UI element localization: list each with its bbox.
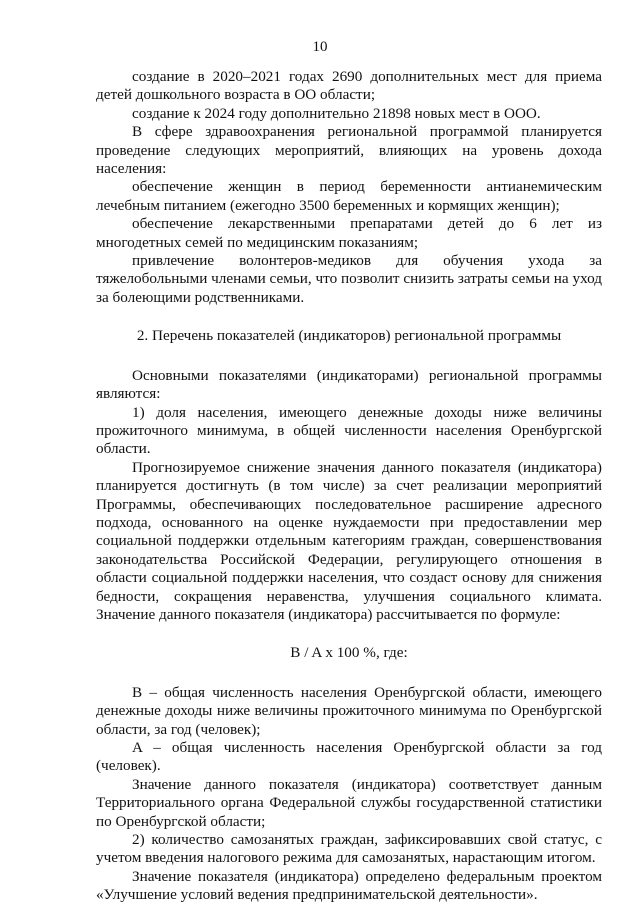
paragraph: 2) количество самозанятых граждан, зафиксировавших свой статус, с учетом введения налогового режима для самозанятых, нарастающим итогом. [96, 831, 602, 867]
paragraph: создание в 2020–2021 годах 2690 дополнительных мест для приема детей дошкольного возраста в ОО области; [96, 68, 602, 104]
document-body [96, 68, 602, 905]
paragraph: Основными показателями (индикаторами) региональной программы являются: [96, 366, 602, 403]
formula: B / A x 100 %, где: [290, 644, 408, 662]
page-number: 10 [312, 39, 328, 55]
paragraph: В сфере здравоохранения региональной программой планируется проведение следующих мероприятий, влияющих на уровень дохода населения: [96, 123, 602, 178]
paragraph: обеспечение женщин в период беременности антианемическим лечебным питанием (ежегодно 3500 беременных и кормящих женщин); [96, 178, 602, 214]
paragraph: A – общая численность населения Оренбургской области за год (человек). [96, 739, 602, 775]
paragraph: обеспечение лекарственными препаратами детей до 6 лет из многодетных семей по медицинским показаниям; [96, 215, 602, 251]
paragraph: 1) доля населения, имеющего денежные доходы ниже величины прожиточного минимума, в общей численности населения Оренбургской области. [96, 403, 602, 458]
paragraph: B – общая численность населения Оренбургской области, имеющего денежные доходы ниже величины прожиточного минимума по Оренбургской области, за год (человек); [96, 683, 602, 738]
paragraph: Значение данного показателя (индикатора) соответствует данным Территориального органа Федеральной службы государственной статистики по Оренбургской области; [96, 775, 602, 830]
paragraph: Прогнозируемое снижение значения данного показателя (индикатора) планируется достигнуть (в том числе) за счет реализации мероприятий Программы, обеспечивающих последовательное расширение адресного подхода, основанного на оценке нуждаемости при предоставлении мер социальной поддержки отдельным категориям граждан, совершенствования законодательства Российской Федерации, регулирующего отношения в области социальной поддержки населения, что создаст основу для снижения бедности, сокращения неравенства, улучшения социального климата. Значение данного показателя (индикатора) рассчитывается по формуле: [96, 458, 602, 623]
paragraph: создание к 2024 году дополнительно 21898 новых мест в ООО. [132, 104, 541, 122]
section-heading: 2. Перечень показателей (индикаторов) региональной программы [136, 327, 562, 345]
paragraph: Значение показателя (индикатора) определено федеральным проектом «Улучшение условий ведения предпринимательской деятельности». [96, 867, 602, 904]
paragraph: привлечение волонтеров-медиков для обучения ухода за тяжелобольными членами семьи, что позволит снизить затраты семьи на уход за болеющими родственниками. [96, 252, 602, 306]
